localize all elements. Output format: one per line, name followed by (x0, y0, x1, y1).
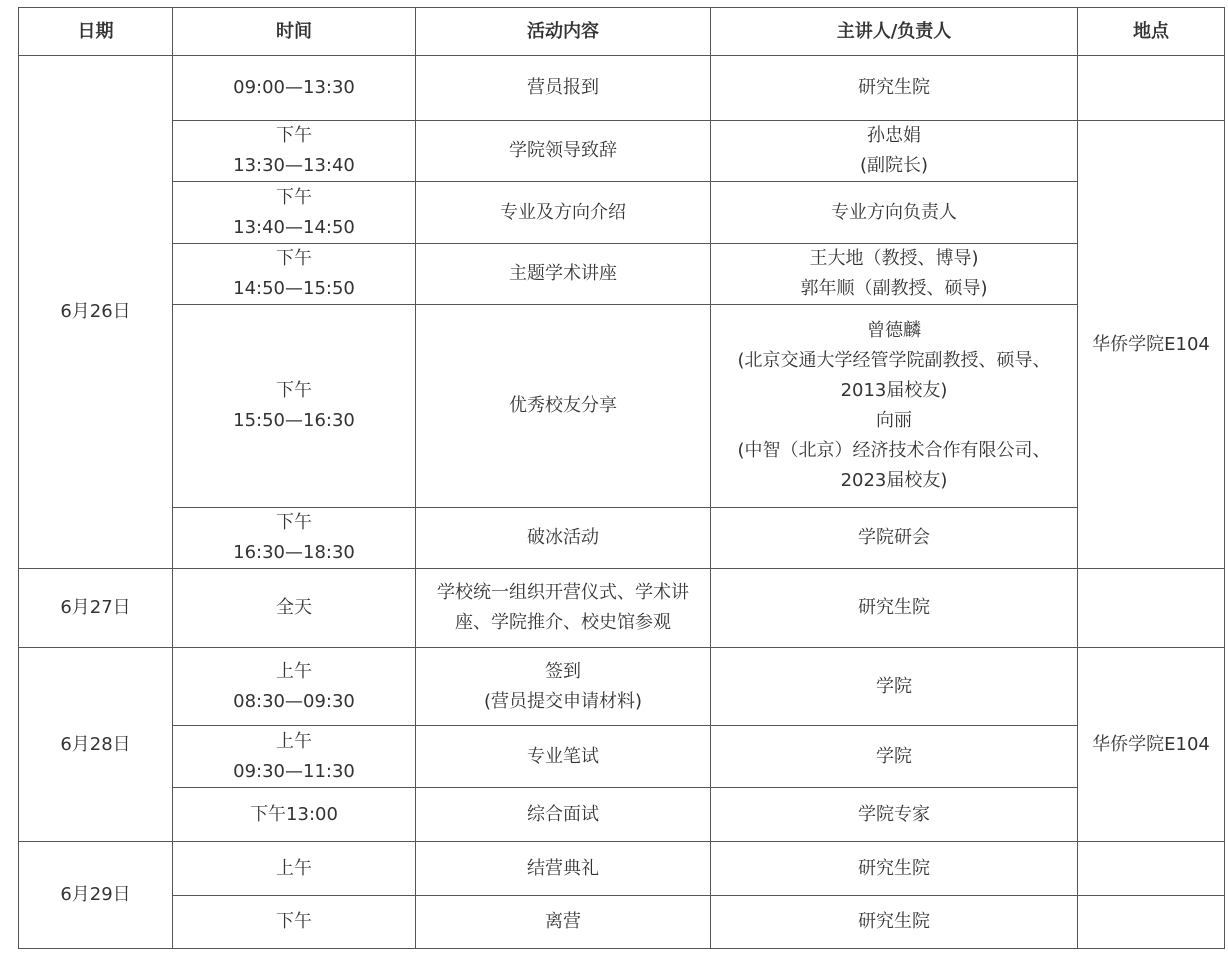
activity-cell: 破冰活动 (416, 508, 711, 569)
table-row (19, 56, 1225, 121)
speaker-cell: 曾德麟 (北京交通大学经管学院副教授、硕导、 2013届校友) 向丽 (中智（北京）经济技术合作有限公司、 2023届校友) (711, 305, 1078, 508)
location-cell: 华侨学院E104 (1078, 648, 1225, 842)
time-cell: 上午 (173, 842, 416, 896)
table-row (19, 305, 1225, 508)
speaker-cell: 学院研会 (711, 508, 1078, 569)
table-row (19, 842, 1225, 896)
location-cell (1078, 842, 1225, 896)
time-cell: 下午 13:30—13:40 (173, 121, 416, 182)
time-cell: 全天 (173, 569, 416, 648)
speaker-cell: 孙忠娟 (副院长) (711, 121, 1078, 182)
table-row (19, 569, 1225, 648)
table-row (19, 121, 1225, 182)
header-location: 地点 (1078, 8, 1225, 56)
table-row (19, 508, 1225, 569)
header-activity: 活动内容 (416, 8, 711, 56)
activity-cell: 结营典礼 (416, 842, 711, 896)
location-cell (1078, 896, 1225, 949)
date-cell: 6月29日 (19, 842, 173, 949)
speaker-cell: 王大地（教授、博导) 郭年顺（副教授、硕导) (711, 244, 1078, 305)
activity-cell: 综合面试 (416, 788, 711, 842)
time-cell: 下午 (173, 896, 416, 949)
activity-cell: 专业及方向介绍 (416, 182, 711, 244)
table-row (19, 788, 1225, 842)
location-cell: 华侨学院E104 (1078, 121, 1225, 569)
header-speaker: 主讲人/负责人 (711, 8, 1078, 56)
activity-cell: 学院领导致辞 (416, 121, 711, 182)
time-cell: 上午 09:30—11:30 (173, 726, 416, 788)
speaker-cell: 研究生院 (711, 896, 1078, 949)
header-date: 日期 (19, 8, 173, 56)
location-cell (1078, 56, 1225, 121)
table-row (19, 182, 1225, 244)
location-cell (1078, 569, 1225, 648)
speaker-cell: 研究生院 (711, 56, 1078, 121)
header-row (19, 8, 1225, 56)
table-row (19, 726, 1225, 788)
table-row (19, 244, 1225, 305)
speaker-cell: 学院 (711, 648, 1078, 726)
time-cell: 下午 16:30—18:30 (173, 508, 416, 569)
time-cell: 下午 13:40—14:50 (173, 182, 416, 244)
speaker-cell: 专业方向负责人 (711, 182, 1078, 244)
speaker-cell: 学院 (711, 726, 1078, 788)
time-cell: 下午 14:50—15:50 (173, 244, 416, 305)
activity-cell: 优秀校友分享 (416, 305, 711, 508)
activity-cell: 主题学术讲座 (416, 244, 711, 305)
table-row (19, 896, 1225, 949)
activity-cell: 专业笔试 (416, 726, 711, 788)
date-cell: 6月28日 (19, 648, 173, 842)
schedule-table (18, 7, 1225, 949)
time-cell: 下午13:00 (173, 788, 416, 842)
speaker-cell: 研究生院 (711, 842, 1078, 896)
activity-cell: 离营 (416, 896, 711, 949)
header-time: 时间 (173, 8, 416, 56)
speaker-cell: 学院专家 (711, 788, 1078, 842)
activity-cell: 营员报到 (416, 56, 711, 121)
speaker-cell: 研究生院 (711, 569, 1078, 648)
time-cell: 下午 15:50—16:30 (173, 305, 416, 508)
time-cell: 09:00—13:30 (173, 56, 416, 121)
date-cell: 6月26日 (19, 56, 173, 569)
activity-cell: 学校统一组织开营仪式、学术讲 座、学院推介、校史馆参观 (416, 569, 711, 648)
activity-cell: 签到 (营员提交申请材料) (416, 648, 711, 726)
table-row (19, 648, 1225, 726)
date-cell: 6月27日 (19, 569, 173, 648)
time-cell: 上午 08:30—09:30 (173, 648, 416, 726)
